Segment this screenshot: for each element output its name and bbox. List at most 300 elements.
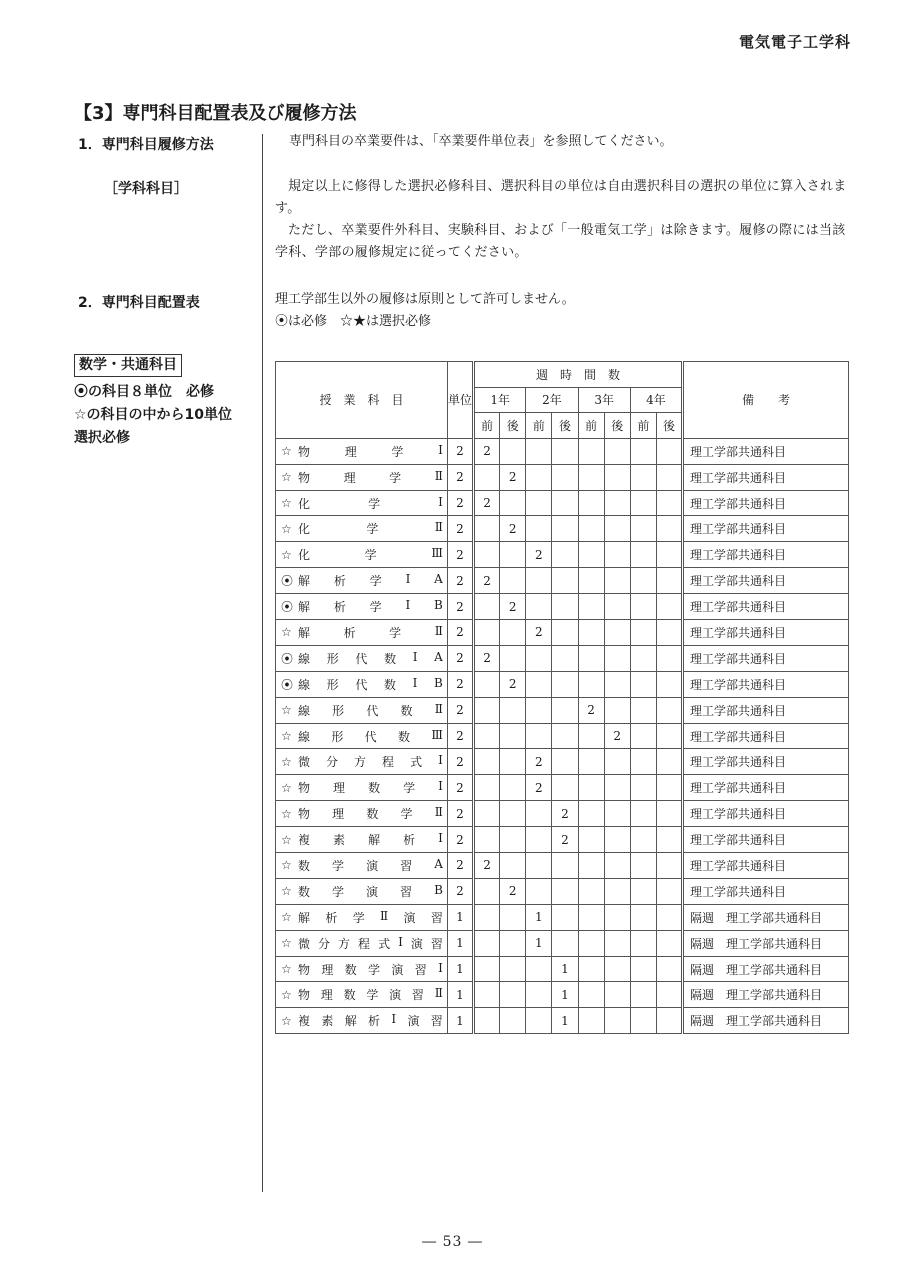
course-name-char: 学 (332, 858, 345, 873)
weekly-hours-cell (578, 827, 604, 853)
weekly-hours-cell (552, 671, 578, 697)
course-units: 2 (447, 594, 473, 620)
course-name-char: 解 (298, 625, 311, 640)
weekly-hours-cell (500, 749, 526, 775)
course-name-char: Ⅰ (438, 753, 443, 768)
course-name-char: 複 (298, 1014, 311, 1029)
course-units: 1 (447, 1008, 473, 1034)
weekly-hours-cell (656, 1008, 682, 1034)
category-note-elective-cont: 選択必修 (74, 430, 130, 446)
weekly-hours-cell (630, 956, 656, 982)
course-name (276, 542, 448, 568)
course-remarks: 理工学部共通科目 (683, 878, 849, 904)
course-name-char: Ⅰ (405, 598, 411, 613)
weekly-hours-cell (578, 516, 604, 542)
course-units: 2 (447, 464, 473, 490)
course-name-char: 数 (298, 858, 311, 873)
weekly-hours-cell (552, 464, 578, 490)
weekly-hours-cell (578, 568, 604, 594)
course-units: 2 (447, 490, 473, 516)
course-name-char: 物 (298, 962, 311, 977)
weekly-hours-cell (578, 594, 604, 620)
weekly-hours-cell (552, 438, 578, 464)
course-name (276, 490, 448, 516)
weekly-hours-cell (630, 853, 656, 879)
weekly-hours-cell: 2 (474, 490, 500, 516)
header-semester-front: 前 (630, 413, 656, 439)
weekly-hours-cell (500, 853, 526, 879)
course-remarks: 隔週 理工学部共通科目 (683, 930, 849, 956)
course-name-char: 方 (354, 755, 367, 770)
weekly-hours-cell (578, 620, 604, 646)
table-row (276, 645, 849, 671)
table-row (276, 749, 849, 775)
weekly-hours-cell (630, 749, 656, 775)
course-name-char: 解 (298, 574, 311, 589)
column-divider (262, 134, 263, 1192)
table-row (276, 956, 849, 982)
weekly-hours-cell (578, 464, 604, 490)
weekly-hours-cell (604, 775, 630, 801)
course-remarks: 理工学部共通科目 (683, 438, 849, 464)
table-row (276, 827, 849, 853)
course-name-char: 学 (366, 522, 379, 537)
course-mark: ☆ (281, 444, 292, 459)
placement-legend: ⦿は必修 ☆★は選択必修 (275, 314, 432, 329)
weekly-hours-cell (578, 671, 604, 697)
weekly-hours-cell (474, 464, 500, 490)
course-units: 2 (447, 438, 473, 464)
course-remarks: 隔週 理工学部共通科目 (683, 956, 849, 982)
course-name-char: 化 (298, 522, 311, 537)
course-name-char: 数 (400, 703, 413, 718)
weekly-hours-cell (526, 516, 552, 542)
course-name-char: 方 (338, 936, 351, 951)
course-name-char: 物 (298, 807, 311, 822)
table-row (276, 801, 849, 827)
course-name-char: 物 (298, 781, 311, 796)
weekly-hours-cell (630, 775, 656, 801)
weekly-hours-cell (526, 568, 552, 594)
course-name-char: 数 (383, 677, 396, 692)
header-year-4: 4年 (630, 387, 682, 413)
table-row (276, 723, 849, 749)
course-mark: ☆ (281, 754, 292, 769)
weekly-hours-cell (474, 620, 500, 646)
course-name-char: 数 (298, 884, 311, 899)
course-name-char: 解 (344, 1014, 357, 1029)
course-name-char: Ⅰ (391, 1012, 397, 1027)
course-name-char: 程 (358, 936, 371, 951)
course-name (276, 801, 448, 827)
course-name-char: 演 (391, 962, 404, 977)
weekly-hours-cell (552, 904, 578, 930)
weekly-hours-cell (474, 723, 500, 749)
course-name-char: Ⅱ (434, 468, 443, 483)
course-name-char: 分 (326, 755, 339, 770)
course-name-char: Ⅰ (405, 572, 411, 587)
weekly-hours-cell (552, 568, 578, 594)
weekly-hours-cell: 2 (578, 697, 604, 723)
course-mark: ☆ (281, 884, 292, 899)
weekly-hours-cell (604, 930, 630, 956)
weekly-hours-cell (656, 853, 682, 879)
course-mark: ⦿ (281, 651, 294, 666)
method-para-1: 専門科目の卒業要件は、「卒業要件単位表」を参照してください。 (289, 134, 673, 149)
weekly-hours-cell (578, 956, 604, 982)
course-name (276, 645, 448, 671)
header-weekly-hours: 週 時 間 数 (474, 362, 683, 388)
method-subheading: ［学科科目］ (104, 181, 188, 197)
course-mark: ☆ (281, 987, 292, 1002)
course-name-char: Ⅰ (438, 960, 443, 975)
weekly-hours-cell (474, 697, 500, 723)
weekly-hours-cell (526, 594, 552, 620)
course-mark: ☆ (281, 729, 292, 744)
weekly-hours-cell (604, 904, 630, 930)
weekly-hours-cell (630, 438, 656, 464)
course-mark: ☆ (281, 1013, 292, 1028)
course-name-char: 数 (344, 962, 357, 977)
course-mark: ☆ (281, 962, 292, 977)
weekly-hours-cell: 2 (500, 516, 526, 542)
table-row (276, 697, 849, 723)
course-name-char: 学 (391, 444, 404, 459)
course-name-char: Ⅰ (412, 675, 418, 690)
course-mark: ☆ (281, 910, 292, 925)
weekly-hours-cell (604, 490, 630, 516)
weekly-hours-cell (500, 568, 526, 594)
course-name-char: 物 (298, 444, 311, 459)
weekly-hours-cell (552, 697, 578, 723)
table-row (276, 490, 849, 516)
weekly-hours-cell (526, 697, 552, 723)
weekly-hours-cell (500, 438, 526, 464)
course-units: 2 (447, 827, 473, 853)
table-row (276, 594, 849, 620)
weekly-hours-cell (474, 982, 500, 1008)
course-name (276, 982, 448, 1008)
weekly-hours-cell (656, 620, 682, 646)
course-name-char: 習 (430, 936, 443, 951)
weekly-hours-cell: 2 (604, 723, 630, 749)
course-name-char: Ⅱ (380, 908, 389, 923)
course-name-char: Ⅱ (434, 805, 443, 820)
course-units: 2 (447, 542, 473, 568)
course-mark: ⦿ (281, 600, 294, 615)
placement-heading: 2．専門科目配置表 (78, 295, 200, 311)
weekly-hours-cell (500, 723, 526, 749)
course-name-char: 化 (298, 548, 311, 563)
weekly-hours-cell (604, 516, 630, 542)
weekly-hours-cell (474, 801, 500, 827)
table-row (276, 775, 849, 801)
weekly-hours-cell: 2 (552, 801, 578, 827)
course-name-char: 化 (298, 496, 311, 511)
course-units: 2 (447, 878, 473, 904)
weekly-hours-cell: 2 (474, 853, 500, 879)
course-units: 2 (447, 749, 473, 775)
course-remarks: 理工学部共通科目 (683, 645, 849, 671)
course-name-char: Ⅲ (431, 727, 443, 742)
course-remarks: 理工学部共通科目 (683, 464, 849, 490)
weekly-hours-cell (500, 620, 526, 646)
weekly-hours-cell (604, 878, 630, 904)
weekly-hours-cell (630, 904, 656, 930)
weekly-hours-cell (630, 516, 656, 542)
weekly-hours-cell (474, 516, 500, 542)
course-name-char: 理 (333, 781, 346, 796)
weekly-hours-cell: 1 (552, 982, 578, 1008)
weekly-hours-cell (604, 749, 630, 775)
course-remarks: 隔週 理工学部共通科目 (683, 1008, 849, 1034)
weekly-hours-cell (474, 749, 500, 775)
weekly-hours-cell (500, 697, 526, 723)
weekly-hours-cell (474, 1008, 500, 1034)
course-units: 2 (447, 853, 473, 879)
weekly-hours-cell (630, 827, 656, 853)
header-semester-back: 後 (604, 413, 630, 439)
course-name-char: 線 (298, 729, 311, 744)
course-remarks: 理工学部共通科目 (683, 775, 849, 801)
course-remarks: 理工学部共通科目 (683, 749, 849, 775)
course-remarks: 理工学部共通科目 (683, 697, 849, 723)
header-remarks: 備 考 (683, 362, 849, 439)
course-remarks: 理工学部共通科目 (683, 568, 849, 594)
course-name (276, 464, 448, 490)
placement-line-1: 理工学部生以外の履修は原則として許可しません。 (275, 292, 575, 307)
weekly-hours-cell (656, 930, 682, 956)
weekly-hours-cell: 2 (474, 438, 500, 464)
header-semester-back: 後 (500, 413, 526, 439)
weekly-hours-cell (552, 853, 578, 879)
course-name (276, 723, 448, 749)
weekly-hours-cell (604, 594, 630, 620)
course-name-char: 複 (298, 833, 311, 848)
course-remarks: 理工学部共通科目 (683, 827, 849, 853)
weekly-hours-cell (656, 775, 682, 801)
course-name-char: 微 (298, 936, 311, 951)
course-name-char: 物 (298, 470, 311, 485)
weekly-hours-cell: 1 (552, 1008, 578, 1034)
course-name-char: 式 (410, 755, 423, 770)
course-name (276, 827, 448, 853)
weekly-hours-cell (526, 956, 552, 982)
course-mark: ⦿ (281, 677, 294, 692)
weekly-hours-cell (578, 438, 604, 464)
table-row (276, 982, 849, 1008)
weekly-hours-cell: 2 (500, 594, 526, 620)
weekly-hours-cell: 2 (474, 568, 500, 594)
weekly-hours-cell (500, 1008, 526, 1034)
weekly-hours-cell (630, 542, 656, 568)
page-number: ― 53 ― (422, 1234, 483, 1250)
weekly-hours-cell (630, 594, 656, 620)
method-heading: 1．専門科目履修方法 (78, 137, 214, 153)
course-name (276, 438, 448, 464)
weekly-hours-cell (474, 827, 500, 853)
course-mark: ☆ (281, 496, 292, 510)
course-name-char: 物 (298, 988, 311, 1003)
course-name (276, 1008, 448, 1034)
weekly-hours-cell (630, 878, 656, 904)
weekly-hours-cell (552, 594, 578, 620)
weekly-hours-cell (552, 516, 578, 542)
weekly-hours-cell (526, 878, 552, 904)
course-remarks: 隔週 理工学部共通科目 (683, 982, 849, 1008)
weekly-hours-cell (604, 645, 630, 671)
course-name-char: Ⅱ (434, 986, 443, 1001)
weekly-hours-cell (604, 827, 630, 853)
course-name-char: 学 (364, 548, 377, 563)
course-name (276, 516, 448, 542)
course-mark: ☆ (281, 470, 292, 485)
course-name (276, 749, 448, 775)
weekly-hours-cell (656, 464, 682, 490)
weekly-hours-cell (552, 775, 578, 801)
weekly-hours-cell (604, 671, 630, 697)
weekly-hours-cell (604, 697, 630, 723)
header-semester-back: 後 (552, 413, 578, 439)
course-name (276, 775, 448, 801)
course-name-char: 演 (389, 988, 402, 1003)
course-name-char: Ⅲ (431, 546, 443, 561)
course-name-char: 代 (355, 651, 368, 666)
weekly-hours-cell: 2 (500, 671, 526, 697)
course-name-char: A (434, 649, 443, 664)
course-name-char: Ⅱ (434, 701, 443, 716)
course-mark: ⦿ (281, 574, 294, 589)
weekly-hours-cell (656, 568, 682, 594)
weekly-hours-cell (656, 723, 682, 749)
course-name-char: 素 (333, 833, 346, 848)
course-name-char: 習 (430, 1014, 443, 1029)
course-name-char: B (434, 598, 443, 613)
course-name-char: 学 (368, 962, 381, 977)
table-row (276, 930, 849, 956)
course-name-char: 数 (366, 807, 379, 822)
weekly-hours-cell (578, 801, 604, 827)
course-name-char: 素 (321, 1014, 334, 1029)
course-units: 2 (447, 516, 473, 542)
weekly-hours-cell: 2 (526, 775, 552, 801)
course-name-char: 析 (333, 600, 346, 615)
method-body (275, 176, 851, 264)
course-name-char: 形 (326, 651, 339, 666)
weekly-hours-cell (500, 775, 526, 801)
table-row (276, 904, 849, 930)
weekly-hours-cell (526, 723, 552, 749)
course-name (276, 878, 448, 904)
course-remarks: 理工学部共通科目 (683, 516, 849, 542)
course-mark: ☆ (281, 625, 292, 640)
weekly-hours-cell: 1 (552, 956, 578, 982)
course-name-char: Ⅰ (438, 494, 443, 509)
weekly-hours-cell (630, 620, 656, 646)
weekly-hours-cell (578, 982, 604, 1008)
table-row (276, 620, 849, 646)
course-units: 1 (447, 904, 473, 930)
department-name: 電気電子工学科 (738, 33, 851, 51)
course-name-char: 学 (352, 910, 365, 925)
weekly-hours-cell (656, 878, 682, 904)
course-name-char: A (434, 572, 443, 587)
course-name (276, 853, 448, 879)
course-name-char: 式 (378, 936, 391, 951)
weekly-hours-cell (578, 853, 604, 879)
course-remarks: 理工学部共通科目 (683, 620, 849, 646)
table-row (276, 878, 849, 904)
header-year-2: 2年 (526, 387, 578, 413)
weekly-hours-cell (500, 904, 526, 930)
weekly-hours-cell (630, 1008, 656, 1034)
course-name-char: Ⅱ (434, 520, 443, 535)
course-name-char: 理 (321, 962, 334, 977)
weekly-hours-cell (656, 542, 682, 568)
weekly-hours-cell (604, 464, 630, 490)
table-row (276, 853, 849, 879)
weekly-hours-cell (630, 568, 656, 594)
weekly-hours-cell (474, 594, 500, 620)
weekly-hours-cell (656, 490, 682, 516)
course-name-char: Ⅰ (438, 831, 443, 846)
course-name-char: 演 (410, 936, 423, 951)
course-name-char: 数 (397, 729, 410, 744)
weekly-hours-cell (656, 594, 682, 620)
weekly-hours-cell (656, 801, 682, 827)
course-mark: ☆ (281, 547, 292, 562)
course-name (276, 697, 448, 723)
weekly-hours-cell (578, 542, 604, 568)
course-name-char: 習 (400, 884, 413, 899)
weekly-hours-cell (552, 930, 578, 956)
header-units: 単位 (447, 362, 473, 439)
weekly-hours-cell (578, 775, 604, 801)
course-name-char: 析 (343, 625, 356, 640)
weekly-hours-cell (500, 982, 526, 1008)
weekly-hours-cell (526, 801, 552, 827)
weekly-hours-cell (604, 542, 630, 568)
header-semester-front: 前 (578, 413, 604, 439)
course-units: 2 (447, 723, 473, 749)
weekly-hours-cell (474, 671, 500, 697)
weekly-hours-cell (552, 878, 578, 904)
weekly-hours-cell (474, 904, 500, 930)
weekly-hours-cell (526, 1008, 552, 1034)
course-name-char: 形 (331, 729, 344, 744)
course-name-char: 数 (343, 988, 356, 1003)
weekly-hours-cell (500, 645, 526, 671)
course-name (276, 671, 448, 697)
header-subject: 授 業 科 目 (276, 362, 448, 439)
course-name-char: A (434, 856, 443, 871)
weekly-hours-cell (526, 982, 552, 1008)
course-units: 1 (447, 930, 473, 956)
weekly-hours-cell (656, 982, 682, 1008)
weekly-hours-cell: 2 (526, 749, 552, 775)
course-name-char: 学 (400, 807, 413, 822)
course-remarks: 隔週 理工学部共通科目 (683, 904, 849, 930)
weekly-hours-cell (630, 671, 656, 697)
course-remarks: 理工学部共通科目 (683, 723, 849, 749)
course-name-char: 解 (298, 910, 311, 925)
weekly-hours-cell (552, 542, 578, 568)
weekly-hours-cell (630, 697, 656, 723)
weekly-hours-cell (526, 827, 552, 853)
weekly-hours-cell (656, 438, 682, 464)
weekly-hours-cell (578, 930, 604, 956)
table-row (276, 464, 849, 490)
